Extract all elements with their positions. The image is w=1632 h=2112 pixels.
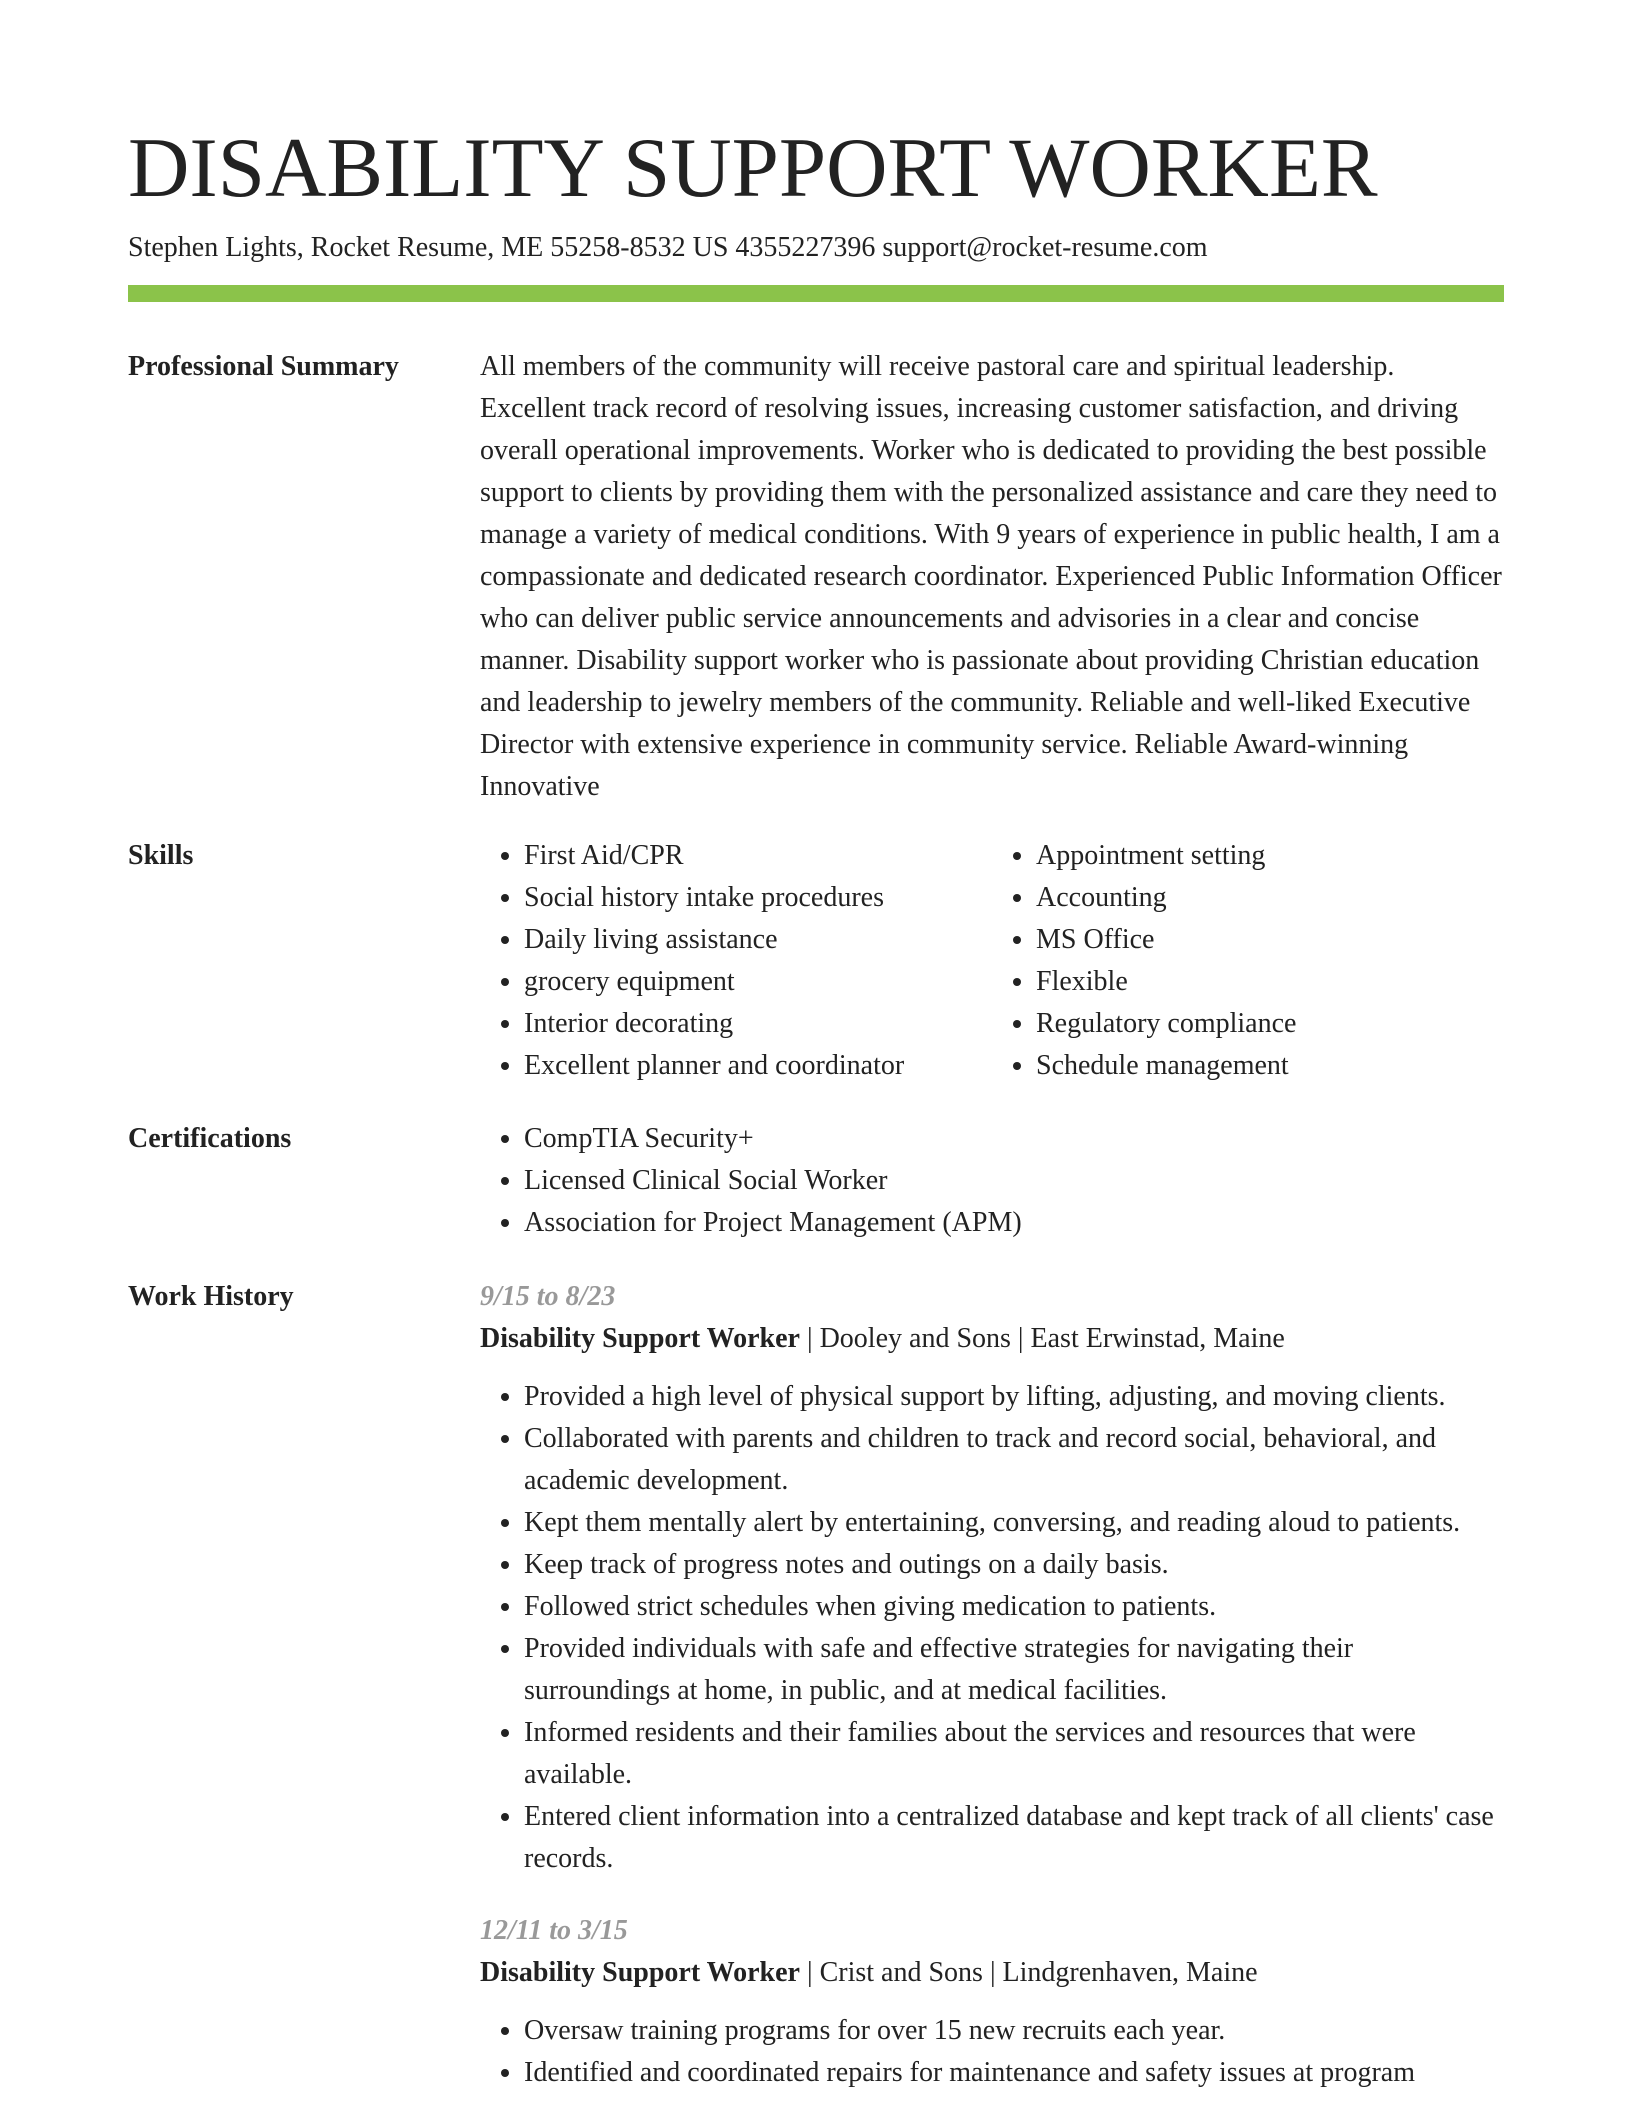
job-bullet: • Oversaw training programs for over 15 new recruits each year. (524, 2010, 1504, 2052)
skill-item: • Excellent planner and coordinator (524, 1045, 992, 1087)
job-bullet: • Collaborated with parents and children to track and record social, behavioral, and academic development. (524, 1418, 1504, 1502)
work-history-label: Work History (128, 1281, 294, 1312)
skill-item: • Daily living assistance (524, 919, 992, 961)
job-bullets (480, 2010, 1504, 2094)
job-bullet: • Entered client information into a centralized database and kept track of all clients' case records. (524, 1796, 1504, 1880)
accent-divider (128, 285, 1504, 302)
certifications-list (480, 1118, 1504, 1244)
summary-label: Professional Summary (128, 351, 399, 382)
skill-item: • Accounting (1036, 877, 1504, 919)
job-dates: 12/11 to 3/15 (480, 1915, 628, 1946)
job-bullet: • Provided a high level of physical support by lifting, adjusting, and moving clients. (524, 1376, 1504, 1418)
job-title: Disability Support Worker (480, 1323, 800, 1354)
skill-item: • Regulatory compliance (1036, 1003, 1504, 1045)
certifications-label: Certifications (128, 1123, 292, 1154)
skill-item: • MS Office (1036, 919, 1504, 961)
skill-item: • Flexible (1036, 961, 1504, 1003)
job-bullets (480, 1376, 1504, 1880)
job-heading (480, 1318, 1504, 1360)
skill-item: • Appointment setting (1036, 835, 1504, 877)
skill-item: • Social history intake procedures (524, 877, 992, 919)
summary-text: All members of the community will receive pastoral care and spiritual leadership. Excellent track record of resolving issues, increasing customer satisfaction, and driving overall operational improvements. Worker who is dedicated to providing the best possible support to clients by providing them with the personalized assistance and care they need to manage a variety of medical conditions. With 9 years of experience in public health, I am a compassionate and dedicated research coordinator. Experienced Public Information Officer who can deliver public service announcements and advisories in a clear and concise manner. Disability support worker who is passionate about providing Christian education and leadership to jewelry members of the community. Reliable and well-liked Executive Director with extensive experience in community service. Reliable Award-winning Innovative (480, 351, 1502, 802)
skill-item: • grocery equipment (524, 961, 992, 1003)
job-dates: 9/15 to 8/23 (480, 1281, 616, 1312)
certification-item: • Licensed Clinical Social Worker (524, 1160, 1504, 1202)
job-details: | Dooley and Sons | East Erwinstad, Maine (799, 1323, 1285, 1354)
job-bullet: • Kept them mentally alert by entertaining, conversing, and reading aloud to patients. (524, 1502, 1504, 1544)
job-bullet: • Identified and coordinated repairs for maintenance and safety issues at program (524, 2052, 1504, 2094)
skills-label: Skills (128, 840, 194, 871)
job-details: | Crist and Sons | Lindgrenhaven, Maine (799, 1957, 1258, 1988)
resume-title: DISABILITY SUPPORT WORKER (128, 121, 1378, 215)
job-heading (480, 1952, 1504, 1994)
contact-line: Stephen Lights, Rocket Resume, ME 55258-8532 US 4355227396 support@rocket-resume.com (128, 232, 1208, 263)
job-bullet: • Keep track of progress notes and outings on a daily basis. (524, 1544, 1504, 1586)
skill-item: • Interior decorating (524, 1003, 992, 1045)
job-bullet: • Informed residents and their families about the services and resources that were available. (524, 1712, 1504, 1796)
skill-item: • First Aid/CPR (524, 835, 992, 877)
skill-item: • Schedule management (1036, 1045, 1504, 1087)
skills-list-col1 (480, 835, 992, 1087)
job-title: Disability Support Worker (480, 1957, 800, 1988)
job-entry (480, 1910, 1504, 2094)
job-entry (480, 1276, 1504, 1880)
job-bullet: • Provided individuals with safe and effective strategies for navigating their surroundings at home, in public, and at medical facilities. (524, 1628, 1504, 1712)
certification-item: • CompTIA Security+ (524, 1118, 1504, 1160)
skills-list-col2 (992, 835, 1504, 1087)
job-bullet: • Followed strict schedules when giving medication to patients. (524, 1586, 1504, 1628)
certification-item: • Association for Project Management (APM) (524, 1202, 1504, 1244)
